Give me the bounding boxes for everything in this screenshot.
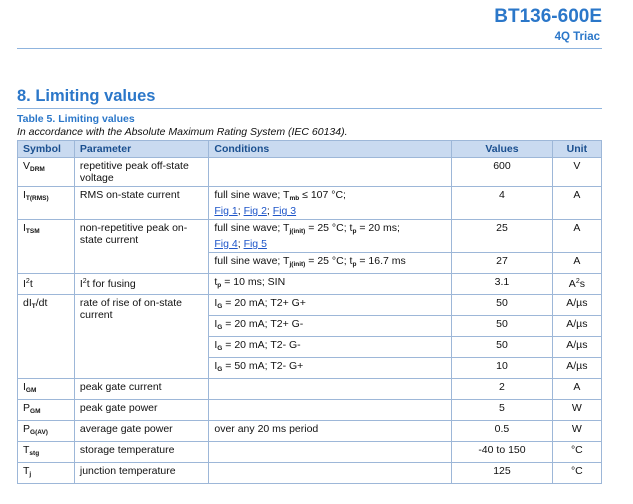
header-conditions: Conditions bbox=[209, 141, 452, 158]
value-cell: 25 bbox=[452, 220, 553, 253]
table-row bbox=[18, 220, 602, 253]
unit-cell: W bbox=[552, 400, 601, 421]
value-cell: 600 bbox=[452, 158, 553, 187]
parameter-cell: peak gate current bbox=[74, 379, 209, 400]
table-row bbox=[18, 442, 602, 463]
value-cell: 4 bbox=[452, 187, 553, 220]
symbol-cell: $I^2t$ bbox=[18, 274, 75, 295]
unit-cell: A bbox=[552, 187, 601, 220]
value-cell: -40 to 150 bbox=[452, 442, 553, 463]
header-unit: Unit bbox=[552, 141, 601, 158]
parameter-cell: storage temperature bbox=[74, 442, 209, 463]
table-row bbox=[18, 379, 602, 400]
header-divider bbox=[17, 48, 602, 49]
table-row bbox=[18, 421, 602, 442]
symbol-cell: $I_{GM}$ bbox=[18, 379, 75, 400]
value-cell: 125 bbox=[452, 463, 553, 484]
unit-cell: W bbox=[552, 421, 601, 442]
conditions-cell bbox=[209, 400, 452, 421]
value-cell: 27 bbox=[452, 253, 553, 274]
parameter-cell: $I^2t$ for fusing bbox=[74, 274, 209, 295]
fig-5-link[interactable]: Fig 5 bbox=[243, 238, 267, 250]
section-divider bbox=[17, 108, 602, 109]
value-cell: 5 bbox=[452, 400, 553, 421]
symbol-cell: $V_{DRM}$ bbox=[18, 158, 75, 187]
section-title: 8. Limiting values bbox=[17, 87, 156, 105]
conditions-cell: full sine wave; $T_{j(init)} = 25$ °C; $t_p = 20$ ms; Fig 4; Fig 5 bbox=[209, 220, 452, 253]
unit-cell: A bbox=[552, 379, 601, 400]
document-title: BT136-600E bbox=[494, 6, 602, 27]
value-cell: 3.1 bbox=[452, 274, 553, 295]
symbol-cell: $T_j$ bbox=[18, 463, 75, 484]
table-row bbox=[18, 295, 602, 316]
limiting-values-table bbox=[17, 140, 602, 484]
conditions-cell: $t_p = 10$ ms; SIN bbox=[209, 274, 452, 295]
conditions-cell: $I_G = 20$ mA; T2+ G- bbox=[209, 316, 452, 337]
symbol-cell: $P_{GM}$ bbox=[18, 400, 75, 421]
value-cell: 50 bbox=[452, 316, 553, 337]
unit-cell: °C bbox=[552, 442, 601, 463]
table-row bbox=[18, 400, 602, 421]
table-row bbox=[18, 187, 602, 220]
symbol-cell: $T_{stg}$ bbox=[18, 442, 75, 463]
conditions-cell: full sine wave; $T_{j(init)} = 25$ °C; $t_p = 16.7$ ms bbox=[209, 253, 452, 274]
table-header-row bbox=[18, 141, 602, 158]
value-cell: 10 bbox=[452, 358, 553, 379]
conditions-cell bbox=[209, 463, 452, 484]
unit-cell: A/µs bbox=[552, 316, 601, 337]
fig-1-link[interactable]: Fig 1 bbox=[214, 205, 238, 217]
table-row bbox=[18, 158, 602, 187]
fig-3-link[interactable]: Fig 3 bbox=[272, 205, 297, 217]
unit-cell: A bbox=[552, 220, 601, 253]
parameter-cell: non-repetitive peak on-state current bbox=[74, 220, 209, 274]
table-row bbox=[18, 463, 602, 484]
symbol-cell: $dI_T/dt$ bbox=[18, 295, 75, 379]
header-values: Values bbox=[452, 141, 553, 158]
header-parameter: Parameter bbox=[74, 141, 209, 158]
document-subtitle: 4Q Triac bbox=[554, 31, 600, 43]
table-note: In accordance with the Absolute Maximum Rating System (IEC 60134). bbox=[17, 126, 348, 138]
value-cell: 50 bbox=[452, 295, 553, 316]
unit-cell: $A^2s$ bbox=[552, 274, 601, 295]
conditions-cell: $I_G = 20$ mA; T2- G- bbox=[209, 337, 452, 358]
unit-cell: A bbox=[552, 253, 601, 274]
table-caption: Table 5. Limiting values bbox=[17, 113, 135, 125]
conditions-cell: over any 20 ms period bbox=[209, 421, 452, 442]
parameter-cell: peak gate power bbox=[74, 400, 209, 421]
conditions-cell: $I_G = 20$ mA; T2+ G+ bbox=[209, 295, 452, 316]
symbol-cell: $P_{G(AV)}$ bbox=[18, 421, 75, 442]
conditions-cell bbox=[209, 158, 452, 187]
parameter-cell: junction temperature bbox=[74, 463, 209, 484]
symbol-cell: $I_{TSM}$ bbox=[18, 220, 75, 274]
header-symbol: Symbol bbox=[18, 141, 75, 158]
unit-cell: A/µs bbox=[552, 295, 601, 316]
value-cell: 2 bbox=[452, 379, 553, 400]
fig-2-link[interactable]: Fig 2 bbox=[243, 205, 267, 217]
conditions-cell bbox=[209, 379, 452, 400]
unit-cell: °C bbox=[552, 463, 601, 484]
parameter-cell: average gate power bbox=[74, 421, 209, 442]
parameter-cell: repetitive peak off-state voltage bbox=[74, 158, 209, 187]
symbol-cell: $I_{T(RMS)}$ bbox=[18, 187, 75, 220]
unit-cell: V bbox=[552, 158, 601, 187]
fig-4-link[interactable]: Fig 4 bbox=[214, 238, 238, 250]
conditions-cell: full sine wave; $T_{mb} \le 107$ °C; Fig 1; Fig 2; Fig 3 bbox=[209, 187, 452, 220]
value-cell: 50 bbox=[452, 337, 553, 358]
unit-cell: A/µs bbox=[552, 337, 601, 358]
value-cell: 0.5 bbox=[452, 421, 553, 442]
unit-cell: A/µs bbox=[552, 358, 601, 379]
table-row bbox=[18, 274, 602, 295]
parameter-cell: rate of rise of on-state current bbox=[74, 295, 209, 379]
conditions-cell bbox=[209, 442, 452, 463]
parameter-cell: RMS on-state current bbox=[74, 187, 209, 220]
conditions-cell: $I_G = 50$ mA; T2- G+ bbox=[209, 358, 452, 379]
